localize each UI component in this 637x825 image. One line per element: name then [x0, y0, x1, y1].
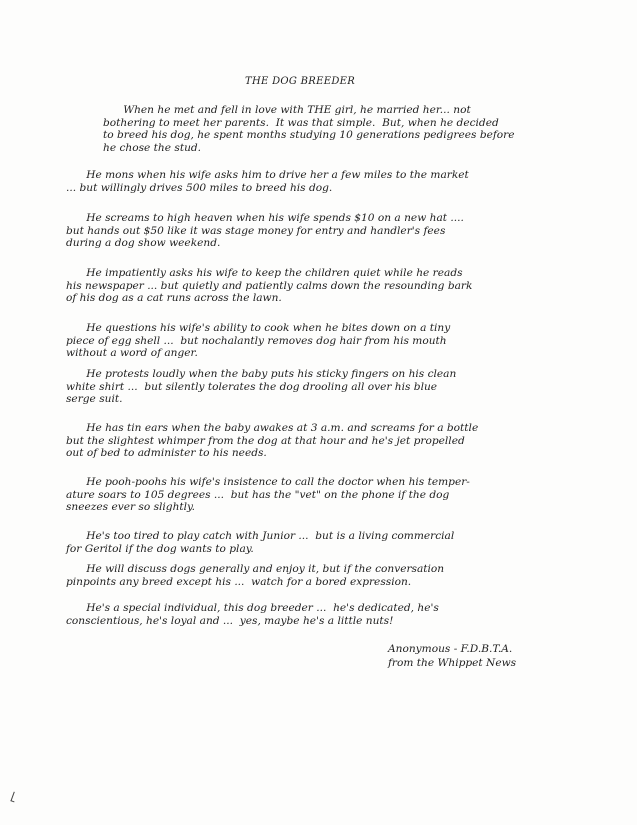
document-title: THE DOG BREEDER [245, 76, 356, 87]
paragraph-1: When he met and fell in love with THE girl, he married her... not bothering to meet her parents. It was that simple. But, when he decided to breed his dog, he spent months studying 10 generations pedigrees before he chose the stud. [103, 104, 515, 154]
paragraph-3: He screams to high heaven when his wife spends $10 on a new hat .... but hands out $50 like it was stage money for entry and handler's fees during a dog show weekend. [66, 212, 464, 250]
attribution-source: from the Whippet News [388, 657, 517, 669]
attribution-author: Anonymous - F.D.B.T.A. [388, 643, 513, 655]
paragraph-4: He impatiently asks his wife to keep the children quiet while he reads his newspaper ... but quietly and patiently calms down the resounding bark of his dog as a cat runs across the lawn. [66, 267, 473, 305]
paragraph-2: He mons when his wife asks him to drive her a few miles to the market ... but willingly drives 500 miles to breed his dog. [66, 169, 469, 194]
paragraph-11: He's a special individual, this dog breeder ... he's dedicated, he's conscientious, he's loyal and ... yes, maybe he's a little nuts! [66, 602, 439, 627]
paragraph-6: He protests loudly when the baby puts his sticky fingers on his clean white shirt ... but silently tolerates the dog drooling all over his blue serge suit. [66, 368, 457, 406]
paragraph-10: He will discuss dogs generally and enjoy it, but if the conversation pinpoints any breed except his ... watch for a bored expression. [66, 563, 445, 588]
paragraph-9: He's too tired to play catch with Junior ... but is a living commercial for Geritol if the dog wants to play. [66, 530, 455, 555]
edge-speck [10, 792, 17, 803]
paragraph-5: He questions his wife's ability to cook when he bites down on a tiny piece of egg shell ... but nochalantly removes dog hair from his mouth without a word of anger. [66, 322, 451, 360]
paragraph-7: He has tin ears when the baby awakes at 3 a.m. and screams for a bottle but the slightest whimper from the dog at that hour and he's jet propelled out of bed to administer to his needs. [66, 422, 479, 460]
faint-show-through [468, 3, 612, 65]
paragraph-8: He pooh-poohs his wife's insistence to call the doctor when his temper- ature soars to 105 degrees ... but has the "vet" on the phone if the dog sneezes ever so slightly. [66, 476, 470, 514]
attribution-block [388, 642, 516, 670]
